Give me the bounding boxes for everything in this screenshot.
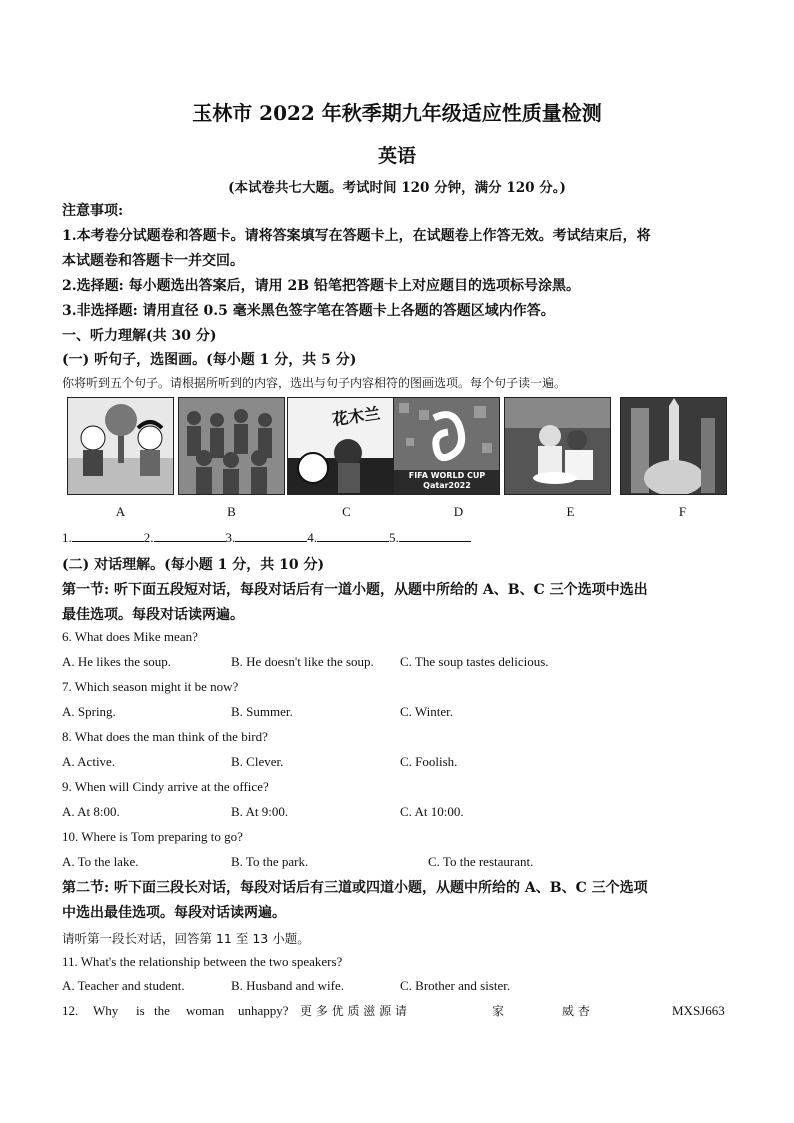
note-1-line-2: 本试题卷和答题卡一并交回。 [62, 253, 244, 269]
question-11: 11. What's the relationship between the two speakers? [62, 954, 343, 969]
picture-label-d: D [453, 504, 464, 519]
fifa-caption: FIFA WORLD CUP Qatar2022 [408, 471, 486, 490]
part-1-heading: (一) 听句子，选图画。(每小题 1 分，共 5 分) [62, 352, 357, 368]
question-8-option-c[interactable]: C. Foolish. [400, 754, 458, 769]
notes-heading: 注意事项: [62, 203, 124, 219]
picture-label-e: E [566, 504, 575, 519]
question-9-option-a[interactable]: A. At 8:00. [62, 804, 120, 819]
question-10-option-a[interactable]: A. To the lake. [62, 854, 139, 869]
exam-subtitle: (本试卷共七大题。考试时间 120 分钟，满分 120 分。) [228, 180, 566, 196]
question-9-option-b[interactable]: B. At 9:00. [231, 804, 289, 819]
question-12-number: 12. [62, 1003, 79, 1018]
picture-a [67, 397, 174, 495]
blank-5-line[interactable] [399, 529, 471, 542]
question-6-option-a[interactable]: A. He likes the soup. [62, 654, 172, 669]
watermark-text: 更 多 优 质 滋 源 请 [300, 1004, 407, 1018]
picture-f [620, 397, 727, 495]
blank-5-label: 5. [389, 530, 399, 545]
question-7-option-b[interactable]: B. Summer. [231, 704, 293, 719]
picture-c [287, 397, 394, 495]
question-11-option-b[interactable]: B. Husband and wife. [231, 978, 345, 993]
question-9: 9. When will Cindy arrive at the office? [62, 779, 269, 794]
question-8-option-b[interactable]: B. Clever. [231, 754, 284, 769]
question-6: 6. What does Mike mean? [62, 629, 198, 644]
picture-label-a: A [115, 504, 126, 519]
section-2-instruction-line-1: 第二节: 听下面三段长对话，每段对话后有三道或四道小题，从题中所给的 A、B、C 三个选项 [62, 880, 648, 896]
question-6-option-b[interactable]: B. He doesn't like the soup. [231, 654, 374, 669]
blank-1-line[interactable] [72, 529, 144, 542]
exam-title: 玉林市 2022 年秋季期九年级适应性质量检测 [192, 101, 602, 125]
picture-d [393, 397, 500, 495]
note-2: 2.选择题: 每小题选出答案后，请用 2B 铅笔把答题卡上对应题目的选项标号涂黑。 [62, 278, 580, 294]
question-8: 8. What does the man think of the bird? [62, 729, 268, 744]
part-2-heading: (二) 对话理解。(每小题 1 分，共 10 分) [62, 557, 325, 573]
question-12-word: woman [186, 1003, 225, 1018]
blank-4-label: 4. [307, 530, 317, 545]
children-tree-illustration [68, 398, 174, 495]
section-2-instruction-line-2: 中选出最佳选项。每段对话读两遍。 [62, 905, 286, 921]
picture-label-f: F [678, 504, 687, 519]
blank-2-line[interactable] [154, 529, 226, 542]
picture-e [504, 397, 611, 495]
section-1-instruction-line-2: 最佳选项。每段对话读两遍。 [62, 607, 244, 623]
terracotta-warriors-photo [179, 398, 285, 495]
document-code: MXSJ663 [672, 1003, 725, 1018]
question-10-option-b[interactable]: B. To the park. [231, 854, 309, 869]
question-12-word: is [136, 1003, 145, 1018]
question-12-word: the [154, 1003, 170, 1018]
note-1-line-1: 1.本考卷分试题卷和答题卡。请将答案填写在答题卡上，在试题卷上作答无效。考试结束后，将 [62, 228, 651, 244]
question-9-option-c[interactable]: C. At 10:00. [400, 804, 464, 819]
blank-3-line[interactable] [235, 529, 307, 542]
picture-b [178, 397, 285, 495]
section-1-heading: 一、听力理解(共 30 分) [62, 328, 217, 344]
question-11-option-a[interactable]: A. Teacher and student. [62, 978, 185, 993]
section-1-instruction-line-1: 第一节: 听下面五段短对话，每段对话后有一道小题，从题中所给的 A、B、C 三个选项中选出 [62, 582, 648, 598]
question-11-option-c[interactable]: C. Brother and sister. [400, 978, 511, 993]
blank-4-line[interactable] [317, 529, 389, 542]
question-12-word: Why [93, 1003, 119, 1018]
question-8-option-a[interactable]: A. Active. [62, 754, 116, 769]
question-6-option-c[interactable]: C. The soup tastes delicious. [400, 654, 549, 669]
girl-eating-photo [505, 398, 611, 495]
blank-1-label: 1. [62, 530, 72, 545]
long-dialogue-1-instruction: 请听第一段长对话，回答第 11 至 13 小题。 [62, 931, 310, 946]
question-10-option-c[interactable]: C. To the restaurant. [428, 854, 534, 869]
answer-blanks [62, 529, 471, 546]
question-7-option-c[interactable]: C. Winter. [400, 704, 454, 719]
watermark-text-3: 威 杏 [562, 1004, 590, 1018]
picture-label-b: B [227, 504, 236, 519]
subject-title: 英语 [377, 145, 416, 167]
question-7: 7. Which season might it be now? [62, 679, 239, 694]
rocket-launch-photo [621, 398, 727, 495]
picture-label-c: C [342, 504, 351, 519]
blank-3-label: 3. [225, 530, 236, 545]
part-1-instruction: 你将听到五个句子。请根据所听到的内容，选出与句子内容相符的图画选项。每个句子读一遍。 [62, 376, 567, 390]
note-3: 3.非选择题: 请用直径 0.5 毫米黑色签字笔在答题卡上各题的答题区域内作答。 [62, 303, 555, 319]
watermark-text-2: 家 [492, 1004, 505, 1018]
question-7-option-a[interactable]: A. Spring. [62, 704, 116, 719]
blank-2-label: 2. [143, 530, 154, 545]
question-10: 10. Where is Tom preparing to go? [62, 829, 243, 844]
question-12-word: unhappy? [238, 1003, 289, 1018]
mulan-title-text: 花木兰 [331, 403, 382, 430]
